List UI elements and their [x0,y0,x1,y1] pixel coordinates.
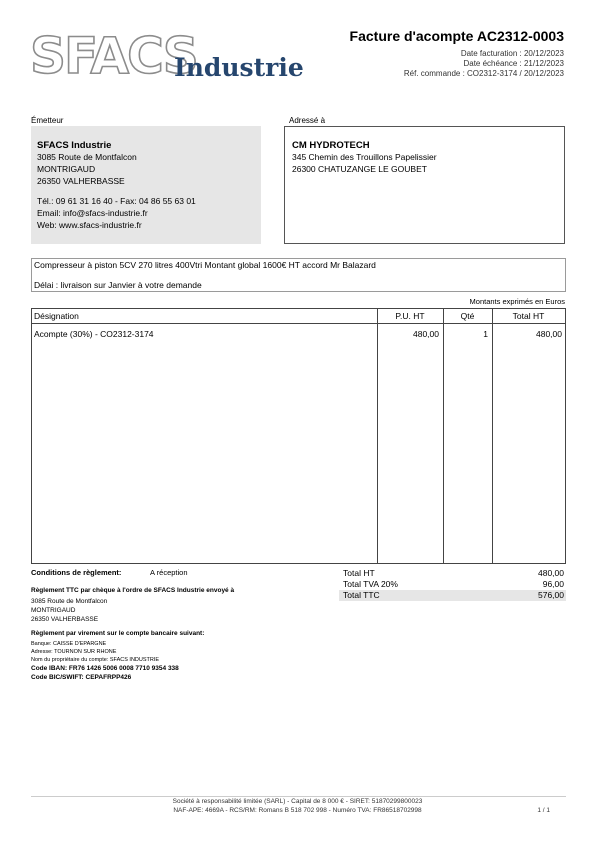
conditions-value: A réception [150,568,188,577]
cheque-title: Règlement TTC par chèque à l'ordre de SFACS Industrie envoyé à [31,587,235,594]
row-total: 480,00 [536,329,562,339]
emitter-email: Email: info@sfacs-industrie.fr [37,208,148,218]
bank-iban: Code IBAN: FR76 1426 5006 0008 7710 9354 338 [31,665,179,672]
recipient-street: 345 Chemin des Trouillons Papelissier [292,152,437,162]
col-divider [377,309,378,563]
cheque-street: 3085 Route de Montfalcon [31,598,108,605]
total-ttc-label: Total TTC [343,590,380,600]
cheque-city: MONTRIGAUD [31,607,76,614]
recipient-box [284,126,565,244]
currency-note: Montants exprimés en Euros [469,297,565,306]
date-facturation: Date facturation : 20/12/2023 [460,49,564,58]
row-qty: 1 [483,329,488,339]
footer-divider [31,796,566,797]
bank-bic: Code BIC/SWIFT: CEPAFRPP426 [31,674,132,681]
note-line1: Compresseur à piston 5CV 270 litres 400Vtri Montant global 1600€ HT accord Mr Balazard [34,260,376,270]
bank-name: Banque: CAISSE D'EPARGNE [31,641,107,647]
col-divider [443,309,444,563]
total-tva-label: Total TVA 20% [343,579,398,589]
bank-owner: Nom du propriétaire du compte: SFACS INDUSTRIE [31,657,160,663]
table-header-divider [32,323,565,324]
cheque-postal: 26350 VALHERBASSE [31,616,99,623]
header-qty: Qté [460,311,475,321]
ref-commande: Réf. commande : CO2312-3174 / 20/12/2023 [403,69,564,78]
row-designation: Acompte (30%) - CO2312-3174 [34,329,154,339]
recipient-label: Adressé à [289,116,326,125]
emitter-name: SFACS Industrie [37,140,112,151]
recipient-postal: 26300 CHATUZANGE LE GOUBET [292,164,427,174]
note-line2: Délai : livraison sur Janvier à votre demande [34,280,202,290]
emitter-street: 3085 Route de Montfalcon [37,152,137,162]
lines-table [31,308,566,564]
footer-line1: Société à responsabilité limitée (SARL) - Capital de 8 000 € - SIRET: 51870299800023 [172,798,423,805]
virement-title: Règlement par virement sur le compte bancaire suivant: [31,630,205,637]
note-box [31,258,566,292]
recipient-name: CM HYDROTECH [292,140,370,151]
emitter-phone: Tél.: 09 61 31 16 40 - Fax: 04 86 55 63 01 [37,196,196,206]
total-ttc-row [339,590,566,601]
emitter-postal: 26350 VALHERBASSE [37,176,125,186]
logo-brand: SFACS [30,27,197,85]
emitter-box [31,126,261,244]
row-pu: 480,00 [413,329,439,339]
footer-line2: NAF-APE: 4669A - RCS/RM: Romans B 518 702 998 - Numéro TVA: FR86518702998 [173,807,422,814]
emitter-city: MONTRIGAUD [37,164,96,174]
total-ht-row [339,568,566,579]
header-total: Total HT [512,311,545,321]
logo-subtitle: Industrie [174,53,304,82]
col-divider [492,309,493,563]
bank-address: Adresse: TOURNON SUR RHONE [31,649,117,655]
date-echeance: Date échéance : 21/12/2023 [463,59,564,68]
emitter-label: Émetteur [31,116,64,125]
page-number: 1 / 1 [537,807,550,814]
total-ht-label: Total HT [343,568,375,578]
emitter-web: Web: www.sfacs-industrie.fr [37,220,142,230]
total-tva-row [339,579,566,590]
total-tva-value: 96,00 [542,579,564,589]
conditions-label: Conditions de règlement: [31,568,122,577]
invoice-title: Facture d'acompte AC2312-0003 [349,28,564,44]
header-pu: P.U. HT [395,311,425,321]
header-designation: Désignation [34,311,79,321]
total-ht-value: 480,00 [538,568,564,578]
total-ttc-value: 576,00 [538,590,564,600]
